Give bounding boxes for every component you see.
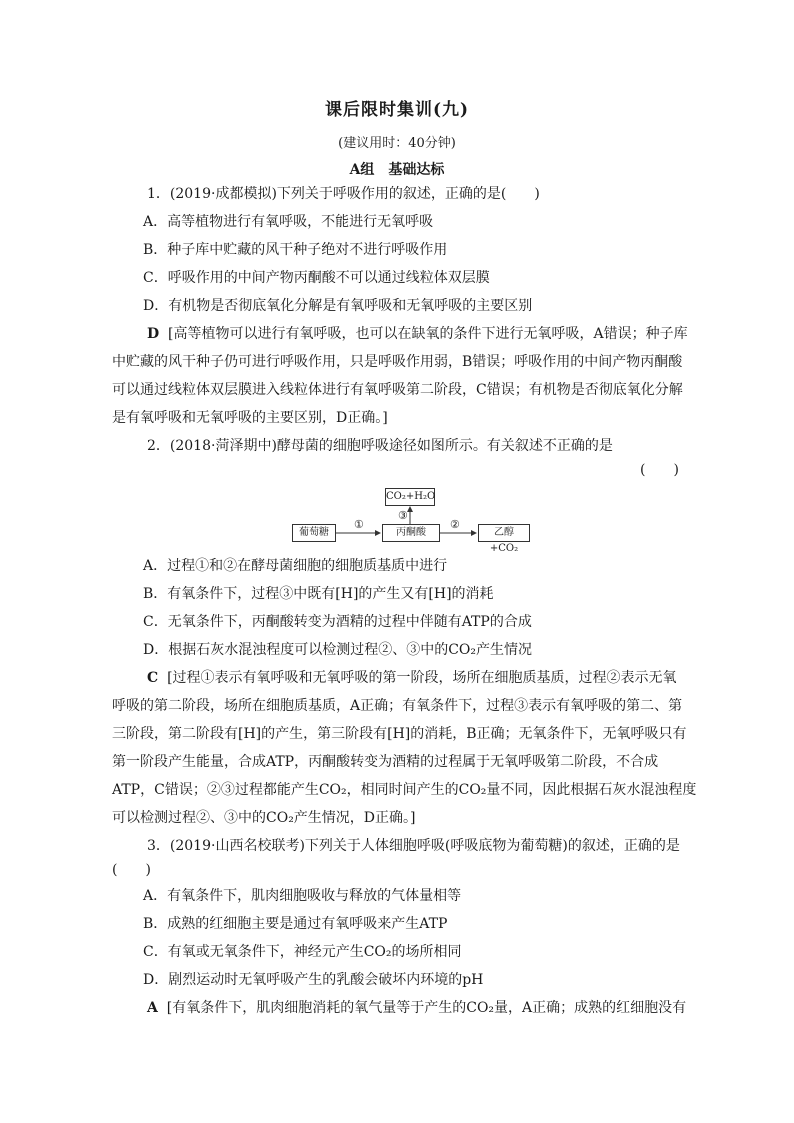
q3-option-b: B．成熟的红细胞主要是通过有氧呼吸来产生ATP xyxy=(143,916,448,932)
q1-option-c: C．呼吸作用的中间产物丙酮酸不可以通过线粒体双层膜 xyxy=(143,270,490,286)
suggested-time: (建议用时：40分钟) xyxy=(338,136,456,151)
step-3-label: ③ xyxy=(398,509,408,522)
q2-option-d: D．根据石灰水混浊程度可以检测过程②、③中的CO₂产生情况 xyxy=(143,642,533,658)
q1-option-d: D．有机物是否彻底氧化分解是有氧呼吸和无氧呼吸的主要区别 xyxy=(143,298,533,314)
q3-answer-paren: ( ) xyxy=(112,862,151,878)
q1-explanation-line-3: 可以通过线粒体双层膜进入线粒体进行有氧呼吸第二阶段，C错误；有机物是否彻底氧化分解 xyxy=(112,382,683,398)
page-title: 课后限时集训(九) xyxy=(324,100,470,120)
q2-explanation-line-2: 呼吸的第二阶段，场所在细胞质基质，A正确；有氧条件下，过程③表示有氧呼吸的第二、第 xyxy=(112,698,683,714)
q1-option-a: A．高等植物进行有氧呼吸，不能进行无氧呼吸 xyxy=(143,214,434,230)
q1-stem: 1．(2019·成都模拟)下列关于呼吸作用的叙述，正确的是( ) xyxy=(147,186,540,202)
step-2-label: ② xyxy=(450,518,460,531)
co2-h2o-box: CO₂+H₂O xyxy=(385,488,435,506)
q3-option-c: C．有氧或无氧条件下，神经元产生CO₂的场所相同 xyxy=(143,944,462,960)
glucose-box: 葡萄糖 xyxy=(292,524,336,542)
q3-option-a: A．有氧条件下，肌肉细胞吸收与释放的气体量相等 xyxy=(143,888,462,904)
q1-explanation-line-1 xyxy=(0,324,794,344)
group-heading: A组 基础达标 xyxy=(349,162,445,178)
q2-explanation-line-1 xyxy=(0,668,794,688)
q1-explanation-line-4: 是有氧呼吸和无氧呼吸的主要区别，D正确。] xyxy=(112,410,388,426)
q1-explanation-text-1: [高等植物可以进行有氧呼吸，也可以在缺氧的条件下进行无氧呼吸，A错误；种子库 xyxy=(168,326,688,342)
q2-explanation-line-3: 三阶段，第二阶段有[H]的产生，第三阶段有[H]的消耗，B正确；无氧条件下，无氧呼吸只有 xyxy=(112,726,687,742)
q2-option-c: C．无氧条件下，丙酮酸转变为酒精的过程中伴随有ATP的合成 xyxy=(143,614,532,630)
q2-explanation-line-5: ATP，C错误；②③过程都能产生CO₂，相同时间产生的CO₂量不同，因此根据石灰水混浊程度 xyxy=(112,782,697,798)
q2-answer-paren: ( ) xyxy=(640,462,679,478)
q2-option-b: B．有氧条件下，过程③中既有[H]的产生又有[H]的消耗 xyxy=(143,586,494,602)
ethanol-co2-box: 乙醇 +CO₂ xyxy=(478,524,530,542)
q3-stem: 3．(2019·山西名校联考)下列关于人体细胞呼吸(呼吸底物为葡萄糖)的叙述，正确的是 xyxy=(147,838,680,854)
q2-option-a: A．过程①和②在酵母菌细胞的细胞质基质中进行 xyxy=(143,558,448,574)
q1-option-b: B．种子库中贮藏的风干种子绝对不进行呼吸作用 xyxy=(143,242,448,258)
q3-answer-letter: A xyxy=(147,1000,158,1016)
q3-option-d: D．剧烈运动时无氧呼吸产生的乳酸会破坏内环境的pH xyxy=(143,972,484,988)
q2-answer-letter: C xyxy=(147,670,159,686)
step-1-label: ① xyxy=(354,518,364,531)
q3-explanation-line-1 xyxy=(0,998,794,1018)
pyruvate-box: 丙酮酸 xyxy=(382,524,440,542)
q2-stem: 2．(2018·菏泽期中)酵母菌的细胞呼吸途径如图所示。有关叙述不正确的是 xyxy=(147,438,613,454)
q2-explanation-line-6: 可以检测过程②、③中的CO₂产生情况，D正确。] xyxy=(112,810,416,826)
q3-explanation-text-1: [有氧条件下，肌肉细胞消耗的氧气量等于产生的CO₂量，A正确；成熟的红细胞没有 xyxy=(166,1000,687,1016)
q1-answer-letter: D xyxy=(147,326,160,342)
q2-explanation-text-1: [过程①表示有氧呼吸和无氧呼吸的第一阶段，场所在细胞质基质，过程②表示无氧 xyxy=(167,670,677,686)
q2-explanation-line-4: 第一阶段产生能量，合成ATP，丙酮酸转变为酒精的过程属于无氧呼吸第二阶段，不合成 xyxy=(112,754,659,770)
respiration-pathway-diagram xyxy=(290,488,530,554)
q1-explanation-line-2: 中贮藏的风干种子仍可进行呼吸作用，只是呼吸作用弱，B错误；呼吸作用的中间产物丙酮酸 xyxy=(112,354,683,370)
